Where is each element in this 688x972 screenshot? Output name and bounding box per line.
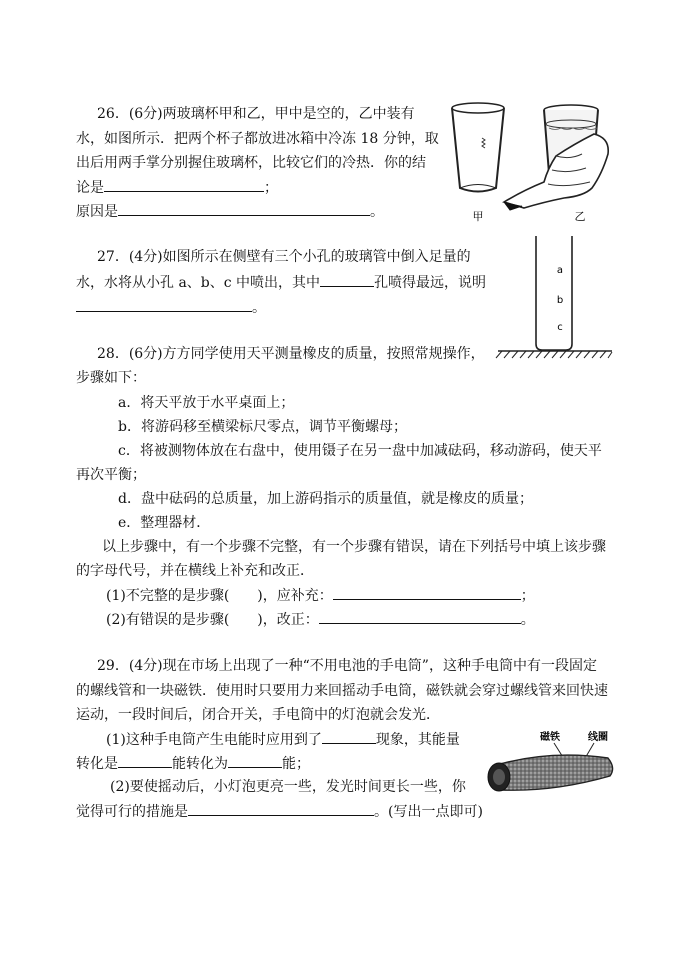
q26-line3: 出后用两手掌分别握住玻璃杯，比较它们的冷热．你的结 — [76, 155, 426, 171]
q29-sub1: (1)这种手电筒产生电能时应用到了 现象，其能量 — [106, 729, 460, 750]
q28-step-c2: 再次平衡； — [76, 467, 146, 483]
q26-line5: 原因是 。 — [76, 201, 384, 222]
q28-line1: 28．(6分)方方同学使用天平测量橡皮的质量，按照常规操作， — [97, 346, 485, 362]
q28-note2: 的字母代号，并在横线上补充和改正． — [76, 563, 314, 579]
q28-step-d: d．盘中砝码的总质量，加上游码指示的质量值，就是橡皮的质量； — [118, 491, 533, 507]
q27-line2: 水，水将从小孔 a、b、c 中喷出，其中 孔喷得最远，说明 — [76, 272, 486, 293]
flashlight-figure — [482, 728, 618, 796]
q28-step-a: a．将天平放于水平桌面上； — [118, 395, 295, 411]
coil-label: 线圈 — [588, 732, 608, 743]
q29-sub2: (2)要使摇动后，小灯泡更亮一些，发光时间更长一些，你 — [110, 779, 466, 795]
tube-figure — [494, 232, 616, 360]
label-yi: 乙 — [574, 210, 586, 223]
q28-supplement-blank[interactable] — [333, 585, 521, 600]
q28-step-c1: c．将被测物体放在右盘中，使用镊子在另一盘中加减砝码，移动游码，使天平 — [118, 443, 602, 459]
q28-step-e: e．整理器材． — [118, 515, 211, 531]
q29-energy-to-blank[interactable] — [228, 753, 282, 768]
hole-b-label: b — [556, 295, 564, 306]
q29-sub2-cont: 觉得可行的措施是 。(写出一点即可) — [76, 801, 483, 822]
hole-a-label: a — [556, 265, 564, 276]
q29-line3: 运动，一段时间后，闭合开关，手电筒中的灯泡就会发光． — [76, 707, 440, 723]
q28-sub2: (2)有错误的是步骤( )，改正： 。 — [106, 609, 535, 630]
q28-correction-blank[interactable] — [319, 609, 521, 624]
magnet-label: 磁铁 — [540, 732, 560, 743]
q27-line1: 27．(4分)如图所示在侧壁有三个小孔的玻璃管中倒入足量的 — [97, 249, 471, 265]
q26-reason-blank[interactable] — [118, 201, 370, 216]
q29-sub1-cont: 转化是 能转化为 能； — [76, 753, 310, 774]
q29-measure-blank[interactable] — [188, 801, 374, 816]
q28-sub1: (1)不完整的是步骤( )，应补充： ； — [106, 585, 535, 606]
flashlight-body — [488, 755, 613, 791]
q27-line3: 。 — [76, 297, 266, 318]
q26-line2: 水，如图所示．把两个杯子都放进冰箱中冷冻 18 分钟，取 — [76, 131, 439, 147]
q26-line4: 论是 ； — [76, 177, 278, 198]
q28-note1: 以上步骤中，有一个步骤不完整，有一个步骤有错误，请在下列括号中填上该步骤 — [102, 539, 606, 555]
label-jia: 甲 — [472, 210, 484, 223]
q27-hole-blank[interactable] — [320, 272, 374, 287]
q29-line1: 29．(4分)现在市场上出现了一种“不用电池的手电筒”，这种手电筒中有一段固定 — [97, 658, 597, 674]
q26-line1: 26．(6分)两玻璃杯甲和乙，甲中是空的，乙中装有 — [97, 106, 415, 122]
q26-conclusion-blank[interactable] — [104, 177, 264, 192]
q28-step-b: b．将游码移至横梁标尺零点，调节平衡螺母； — [118, 419, 407, 435]
q29-line2: 的螺线管和一块磁铁．使用时只要用力来回摇动手电筒，磁铁就会穿过螺线管来回快速 — [76, 683, 608, 699]
empty-glass — [452, 103, 504, 192]
q29-phenomenon-blank[interactable] — [322, 729, 376, 744]
q27-explain-blank[interactable] — [76, 297, 252, 312]
ground-hatching — [496, 351, 612, 358]
hole-c-label: c — [557, 322, 563, 333]
q28-line2: 步骤如下： — [76, 370, 146, 386]
glasses-figure — [444, 98, 616, 230]
q29-energy-from-blank[interactable] — [118, 753, 172, 768]
